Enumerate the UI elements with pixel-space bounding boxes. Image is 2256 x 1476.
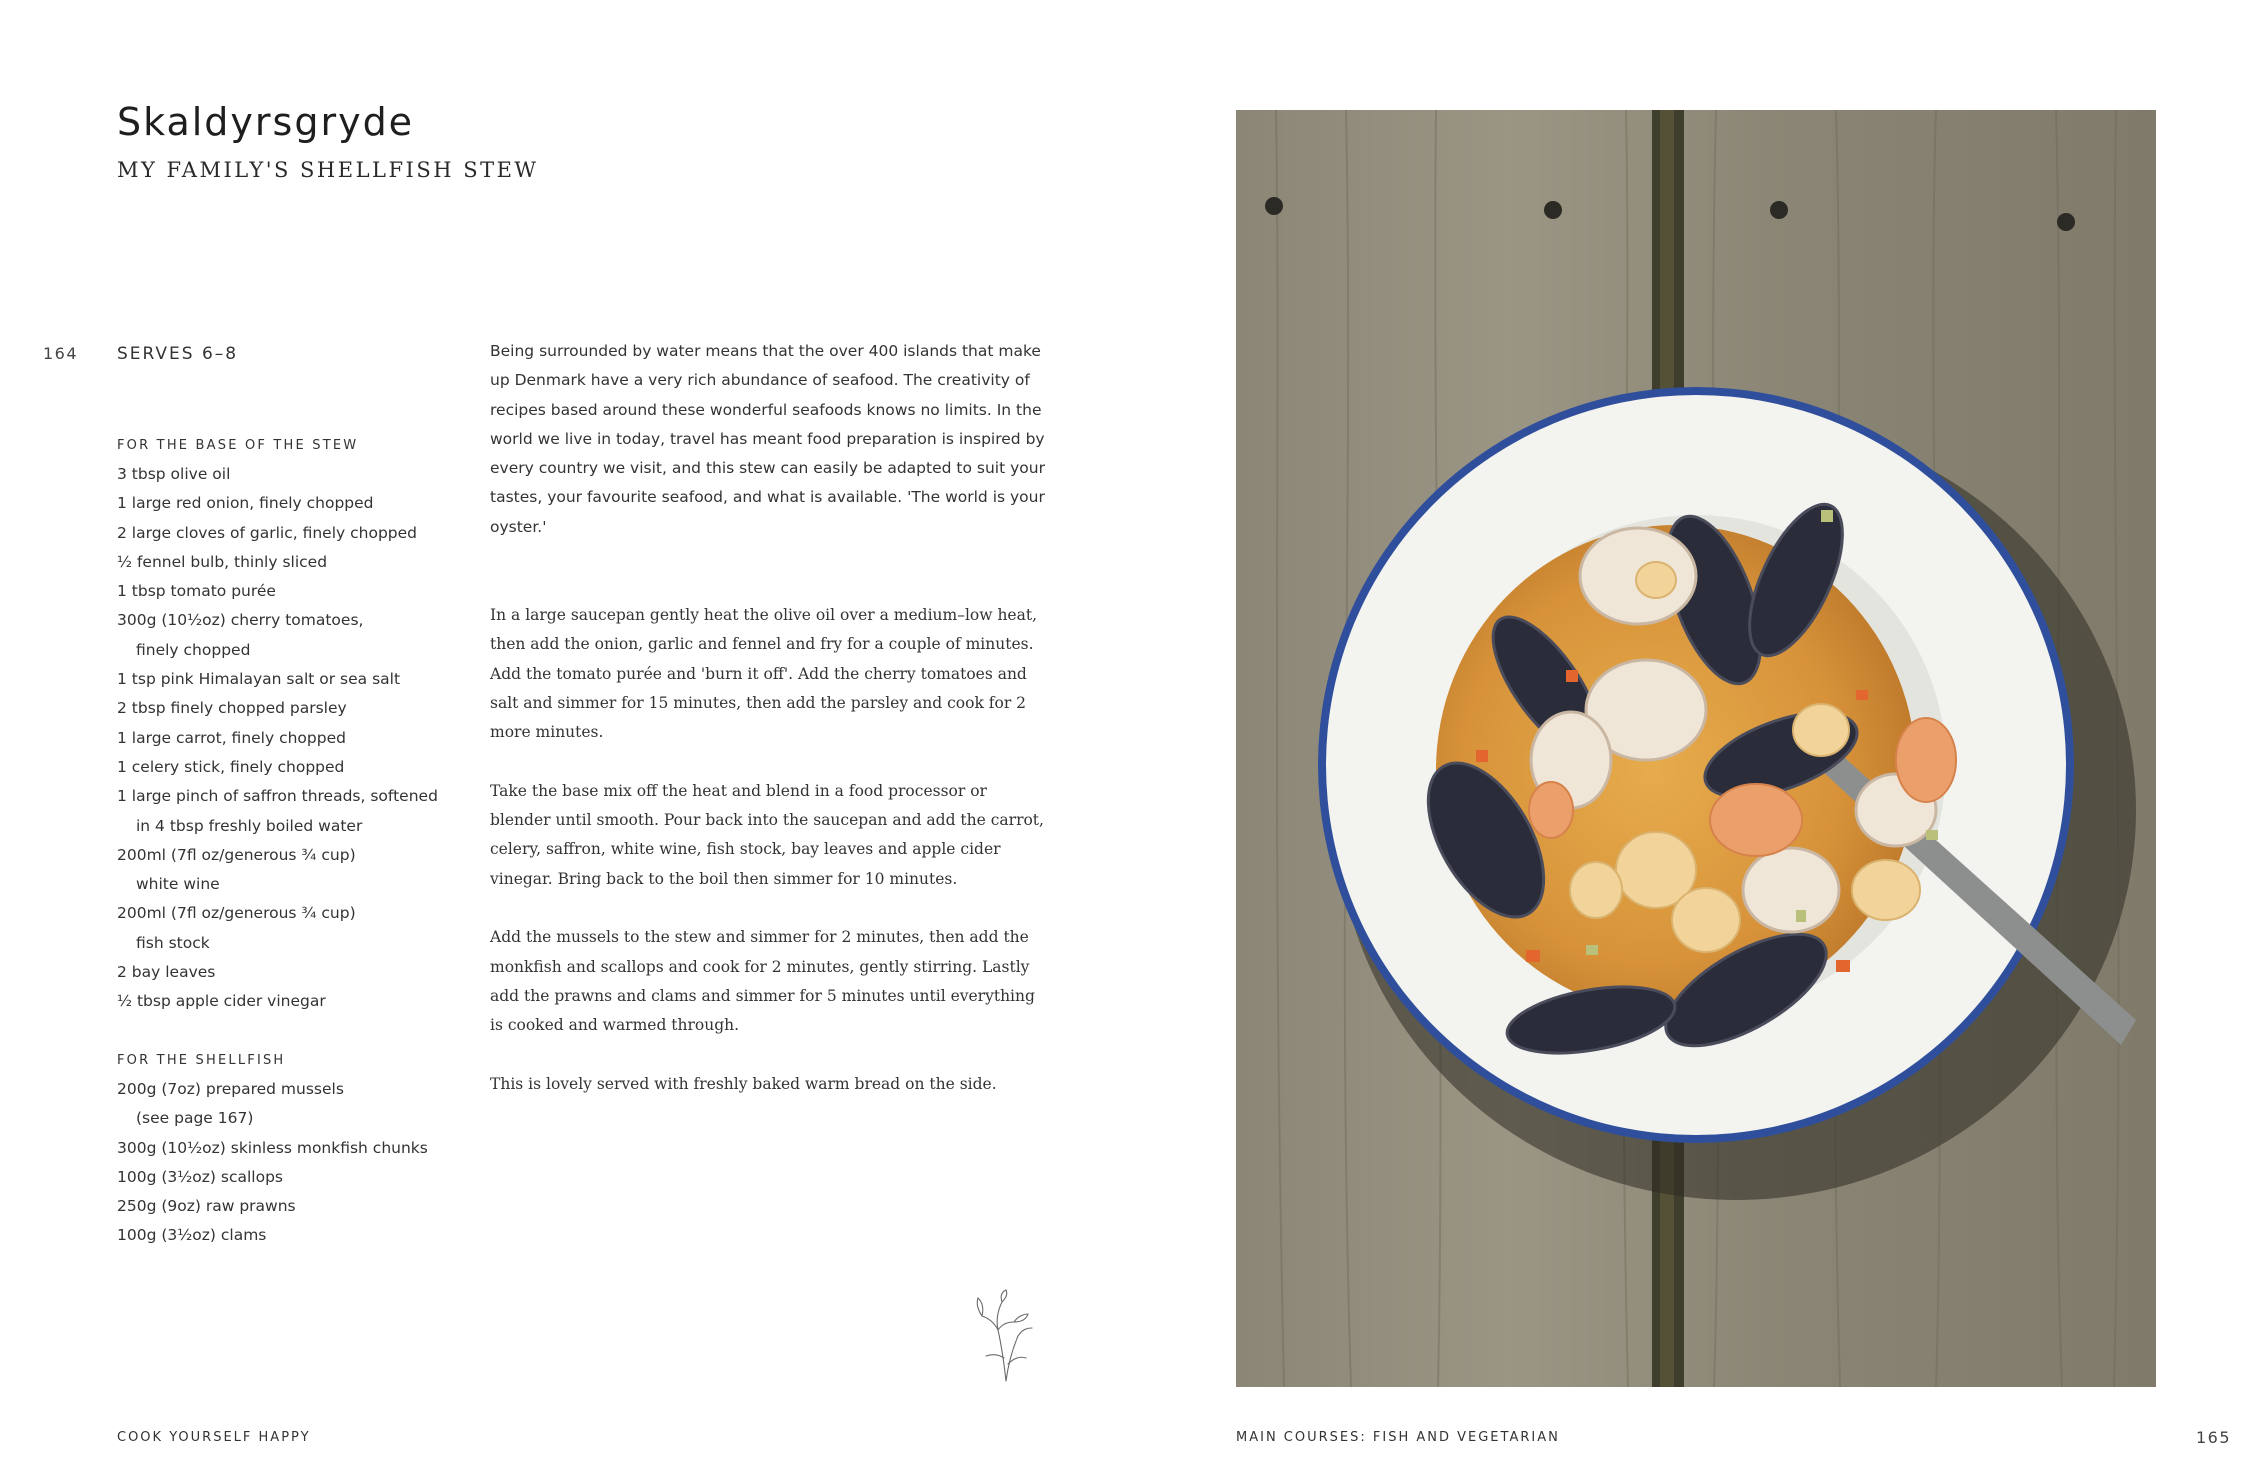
ingredient-item: 2 bay leaves [117, 963, 216, 982]
shellfish-stew-photo [1236, 110, 2156, 1387]
ingredient-item: 200g (7oz) prepared mussels [117, 1079, 344, 1098]
section-heading-shellfish: FOR THE SHELLFISH [117, 1052, 286, 1068]
ingredient-item: 1 tbsp tomato purée [117, 582, 276, 601]
ingredient-item: white wine [136, 875, 220, 894]
recipe-title: Skaldyrsgryde [117, 100, 415, 144]
ingredient-item: fish stock [136, 933, 210, 952]
method-step: In a large saucepan gently heat the olive oil over a medium–low heat, then add the onion, garlic and fennel and fry for a couple of minutes. Add the tomato purée and 'burn it off'. Add the cherry tomatoes and salt and simmer for 15 minutes, then add the parsley and cook for 2 more minutes. [490, 606, 1038, 742]
ingredients-list [117, 431, 477, 1251]
ingredient-item: 300g (10½oz) cherry tomatoes, [117, 611, 364, 630]
ingredient-item: (see page 167) [136, 1109, 254, 1128]
ingredient-item: 100g (3½oz) clams [117, 1226, 267, 1245]
ingredient-item: 200ml (7fl oz/generous ¾ cup) [117, 845, 356, 864]
ingredient-item: 1 large pinch of saffron threads, softened [117, 787, 438, 806]
ingredient-item: ½ fennel bulb, thinly sliced [117, 552, 328, 571]
ingredient-item: 100g (3½oz) scallops [117, 1167, 283, 1186]
ingredient-item: 2 tbsp finely chopped parsley [117, 699, 347, 718]
section-heading-base: FOR THE BASE OF THE STEW [117, 438, 359, 453]
serves-label: SERVES 6–8 [117, 344, 239, 364]
recipe-subtitle: MY FAMILY'S SHELLFISH STEW [117, 158, 539, 182]
footer-book-title: COOK YOURSELF HAPPY [117, 1430, 311, 1445]
ingredient-item: 3 tbsp olive oil [117, 465, 231, 483]
method-step: This is lovely served with freshly baked warm bread on the side. [490, 1074, 997, 1093]
method-steps [490, 601, 1050, 1128]
ingredient-item: 250g (9oz) raw prawns [117, 1197, 296, 1216]
ingredient-item: 1 large carrot, finely chopped [117, 728, 346, 747]
ingredient-item: 1 celery stick, finely chopped [117, 757, 345, 776]
ingredient-item: in 4 tbsp freshly boiled water [136, 816, 363, 835]
ingredient-item: 200ml (7fl oz/generous ¾ cup) [117, 904, 356, 923]
flower-sprig-icon [968, 1288, 1038, 1383]
ingredient-item: 2 large cloves of garlic, finely chopped [117, 523, 417, 542]
method-step: Take the base mix off the heat and blend in a food processor or blender until smooth. Pour back into the saucepan and add the carrot, celery, saffron, white wine, fish stock, bay leaves and apple cider vinegar. Bring back to the boil then simmer for 10 minutes. [490, 781, 1044, 888]
footer-chapter: MAIN COURSES: FISH AND VEGETARIAN [1236, 1430, 1560, 1445]
ingredient-item: 300g (10½oz) skinless monkfish chunks [117, 1138, 428, 1157]
intro-paragraph: Being surrounded by water means that the over 400 islands that make up Denmark have a very rich abundance of seafood. The creativity of recipes based around these wonderful seafoods knows no limits. In the world we live in today, travel has meant food preparation is inspired by every country we visit, and this stew can easily be adapted to suit your tastes, your favourite seafood, and what is available. 'The world is your oyster.' [490, 342, 1045, 536]
ingredient-item: ½ tbsp apple cider vinegar [117, 992, 326, 1011]
ingredient-item: 1 tsp pink Himalayan salt or sea salt [117, 670, 401, 689]
method-step: Add the mussels to the stew and simmer for 2 minutes, then add the monkfish and scallops and cook for 2 minutes, gently stirring. Lastly add the prawns and clams and simmer for 5 minutes until everything is cooked and warmed through. [490, 928, 1035, 1035]
ingredient-item: finely chopped [136, 640, 251, 659]
ingredient-item: 1 large red onion, finely chopped [117, 494, 374, 513]
page-number-right: 165 [2196, 1428, 2232, 1447]
page-number-left: 164 [43, 344, 79, 363]
